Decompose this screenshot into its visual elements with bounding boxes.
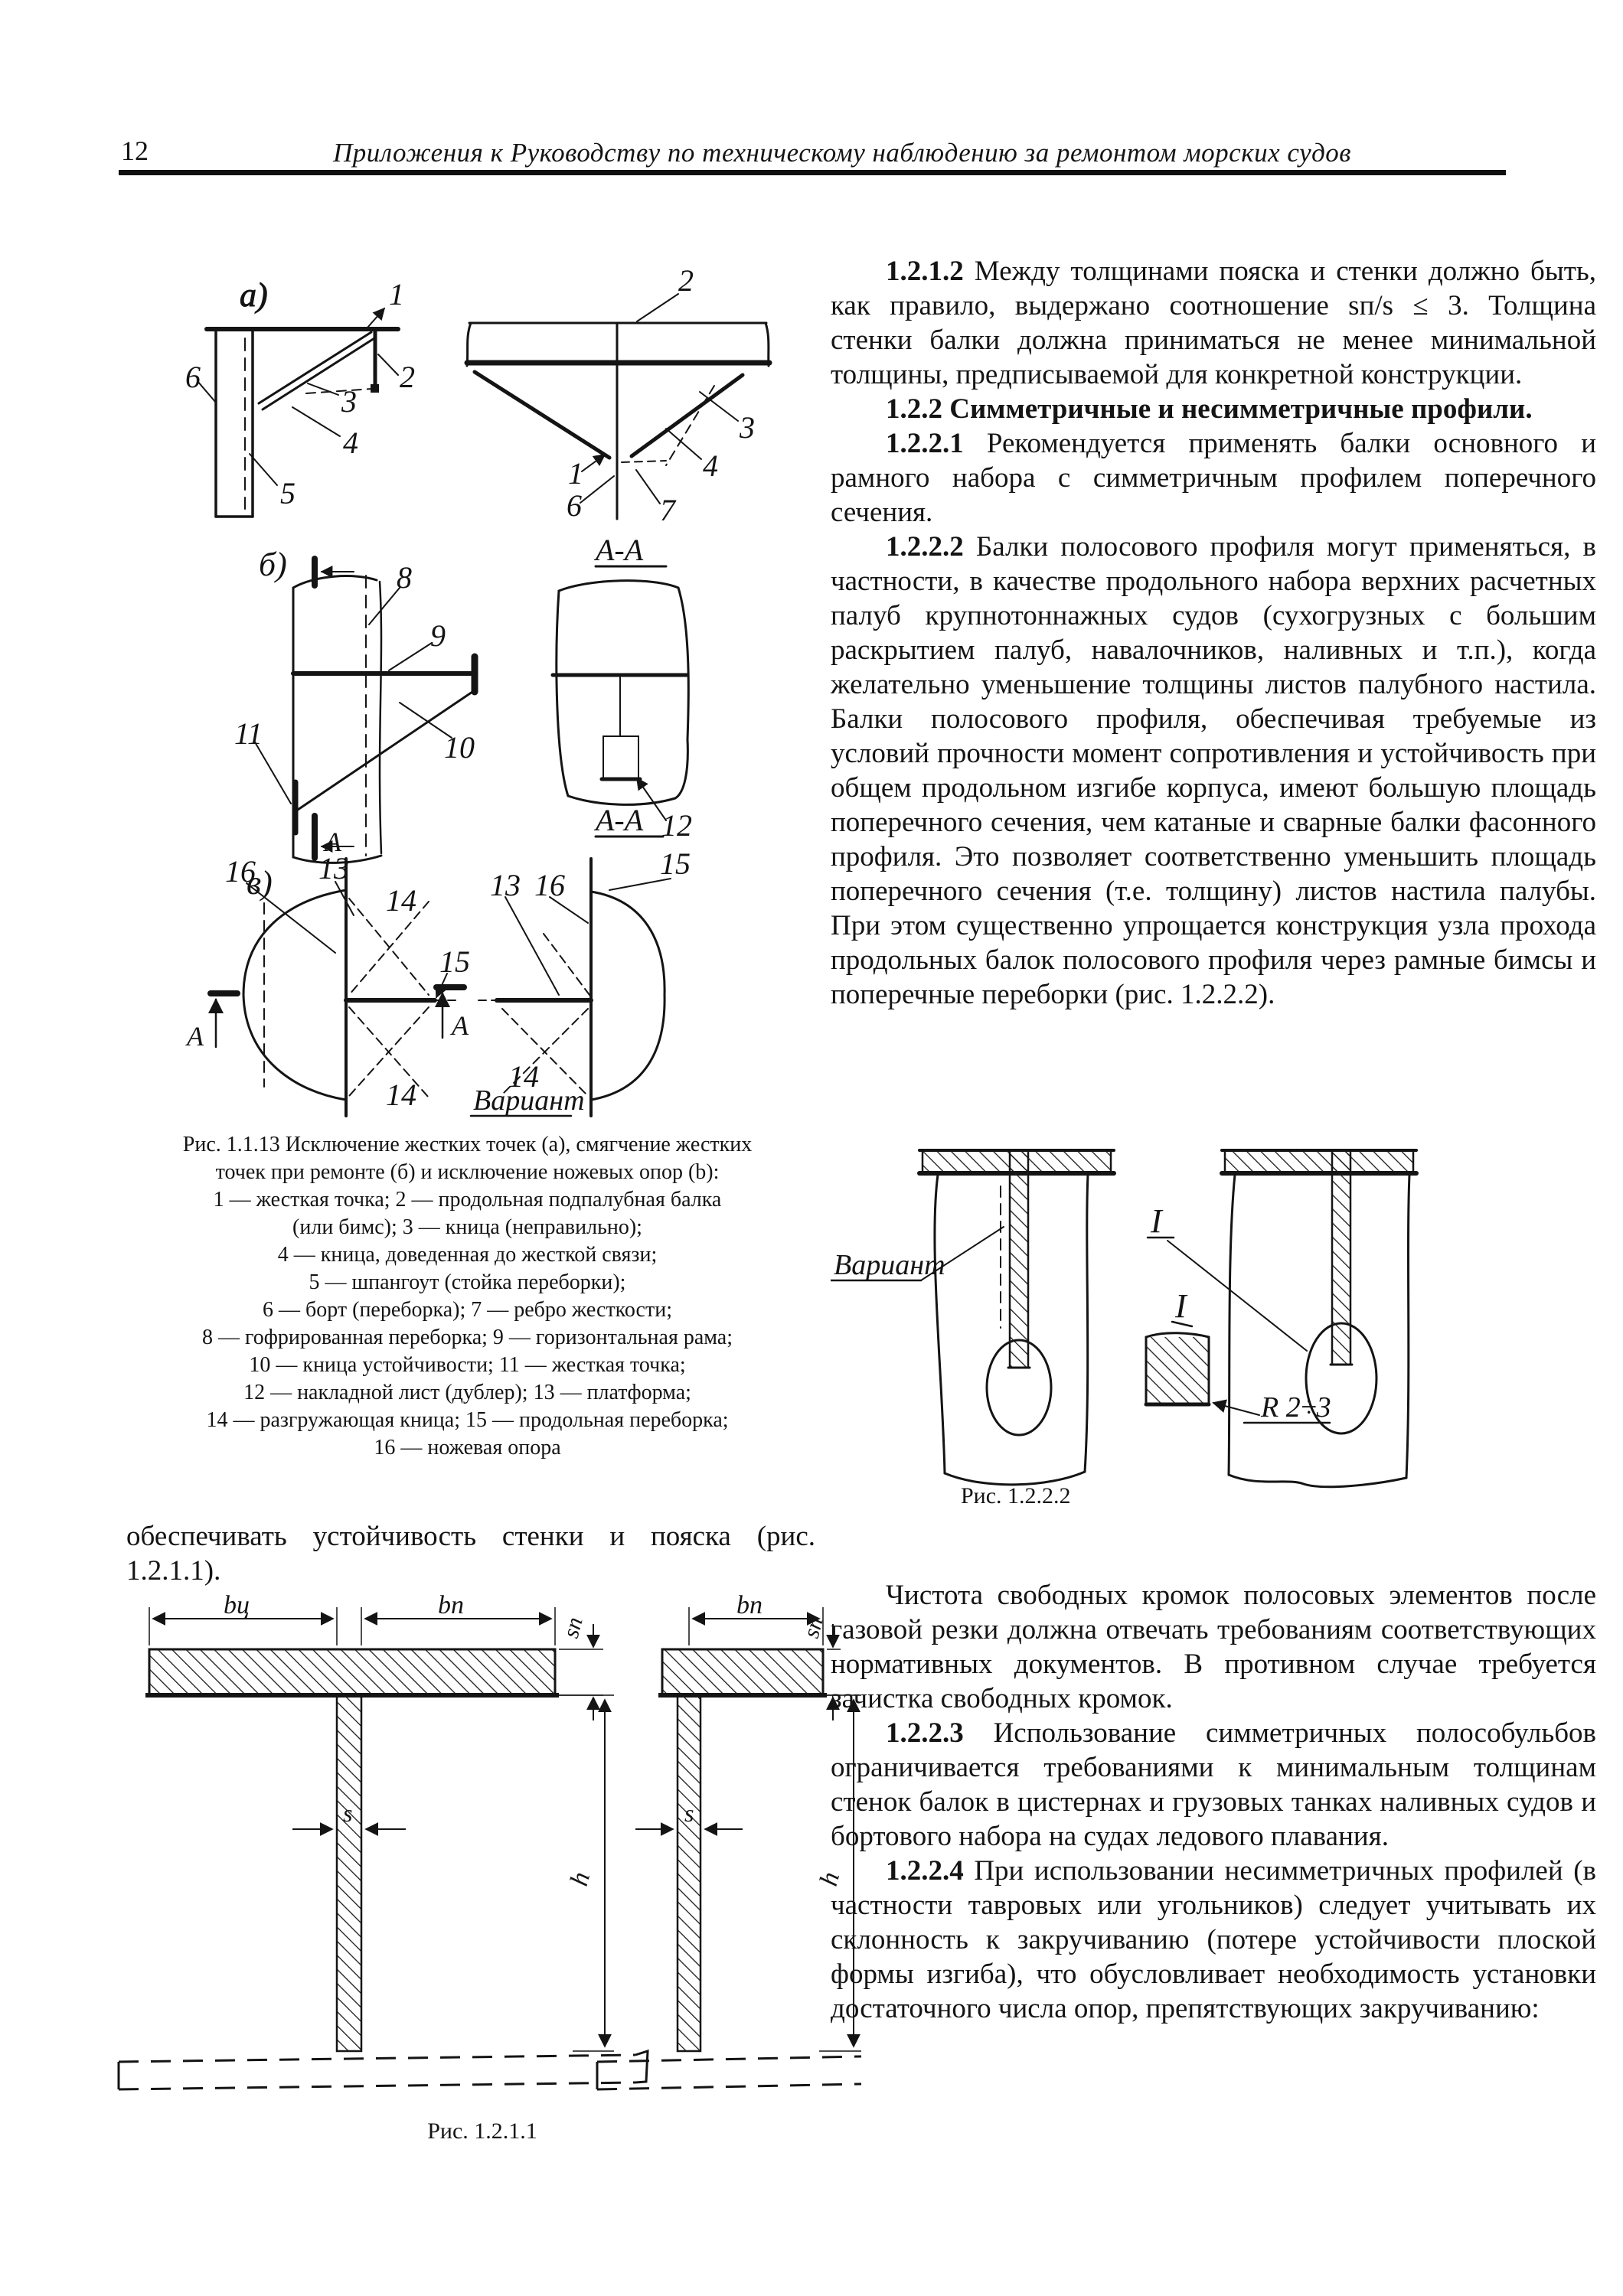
fig-label-12: 12 xyxy=(661,808,692,843)
fig-section-a-3: А xyxy=(452,1010,469,1041)
fig-detail-i-2: I xyxy=(1175,1287,1187,1325)
fig-label-1: 1 xyxy=(389,277,404,311)
dim-s-web-2: s xyxy=(684,1799,694,1827)
dim-s-flange-2: sп xyxy=(798,1614,828,1641)
figure-1-2-2-2-caption xyxy=(961,1483,1071,1509)
left-column-text xyxy=(126,1519,815,1588)
fig-label-4: 4 xyxy=(343,426,358,460)
fig-label-3: 3 xyxy=(341,384,357,419)
fig-label-14a: 14 xyxy=(386,883,416,918)
fig-radius-label: R 2÷3 xyxy=(1261,1391,1331,1424)
fig-label-7: 7 xyxy=(660,493,675,527)
caption-line: 5 — шпангоут (стойка переборки); xyxy=(309,1270,626,1294)
fig-detail-i-1: I xyxy=(1151,1202,1162,1240)
fig-label-11: 11 xyxy=(234,716,263,751)
figure-1-1-13 xyxy=(130,199,812,1125)
caption-line: Рис. 1.1.13 Исключение жестких точек (а), смягчение жестких xyxy=(182,1133,753,1156)
paragraph: обеспечивать устойчивость стенки и пояска (рис. 1.2.1.1). xyxy=(126,1521,815,1587)
paragraph-1-2-2-2: 1.2.2.2 Балки полосового профиля могут применяться, в частности, в качестве продольного набора верхних расчетных палуб крупнотоннажных судов (сухогрузных с большим раскрытием палуб, навалочников, наливных и т.п.), когда желательно уменьшение толщины листов палубного настила. Балки полосового профиля, обеспечивая требуемые из условий прочности момент сопротивления и устойчивость при общем продольном изгибе корпуса, имеют большую площадь поперечного сечения, чем катаные и сварные балки фасонного профиля. Это позволяет соответственно уменьшить площадь поперечного сечения (т.е. толщину) листов настила палубы. При этом существенно упрощается конструкция узла прохода продольных балок полосового профиля через рамные бимсы и поперечные переборки (рис. 1.2.2.2). xyxy=(831,531,1597,1010)
figure-1-2-2-2 xyxy=(831,1144,1596,1504)
right-column-text-1 xyxy=(831,254,1596,1012)
fig-label-13: 13 xyxy=(318,851,349,885)
dim-b-right-2: bп xyxy=(736,1592,763,1619)
fig-label-1b: 1 xyxy=(568,456,583,491)
fig-label-4b: 4 xyxy=(703,448,718,483)
caption-line: 1 — жесткая точка; 2 — продольная подпалубная балка xyxy=(213,1188,722,1212)
fig-variant-label-2: Вариант xyxy=(834,1249,945,1281)
caption-text: Рис. 1.2.2.2 xyxy=(961,1483,1071,1508)
fig-a-label: а) xyxy=(240,276,268,314)
fig-label-15b: 15 xyxy=(660,846,691,881)
fig-label-13b: 13 xyxy=(490,868,521,902)
fig-label-2: 2 xyxy=(400,360,415,394)
caption-line: 16 — ножевая опора xyxy=(374,1436,561,1459)
caption-line: 4 — кница, доведенная до жесткой связи; xyxy=(277,1243,658,1267)
fig-section-a-1: А xyxy=(325,827,341,857)
fig-v-label: в) xyxy=(247,864,273,902)
running-header: Приложения к Руководству по техническому наблюдению за ремонтом морских судов xyxy=(332,138,1351,168)
caption-line: 14 — разгружающая кница; 15 — продольная переборка; xyxy=(206,1408,729,1432)
dim-s-flange: sп xyxy=(557,1614,588,1641)
dim-h-2: h xyxy=(814,1869,846,1890)
caption-text: Рис. 1.2.1.1 xyxy=(427,2118,537,2144)
header-rule xyxy=(119,170,1506,175)
paragraph-free-edges: Чистота свободных кромок полосовых элементов после газовой резки должна отвечать требованиям соответствующих нормативных документов. В противном случае требуется зачистка свободных кромок. xyxy=(831,1580,1596,1714)
fig-label-16b: 16 xyxy=(534,868,565,902)
caption-line: 10 — кница устойчивости; 11 — жесткая точка; xyxy=(249,1353,686,1377)
page-number: 12 xyxy=(121,135,149,166)
fig-label-8: 8 xyxy=(397,560,412,595)
fig-label-6b: 6 xyxy=(567,488,582,523)
fig-label-10: 10 xyxy=(444,730,475,765)
figure-1-1-13-caption xyxy=(121,1131,814,1462)
dim-b-left: bц xyxy=(224,1592,250,1619)
right-column-text-2 xyxy=(831,1578,1596,2026)
paragraph-1-2-1-2: 1.2.1.2 Между толщинами пояска и стенки должно быть, как правило, выдержано соотношение sп/s ≤ 3. Толщина стенки балки должна приниматься не менее минимальной толщины, предписываемой для конкретной конструкции. xyxy=(831,256,1596,390)
fig-label-14b: 14 xyxy=(386,1078,416,1112)
figure-1-2-1-1-caption xyxy=(100,2118,865,2144)
dim-b-right: bп xyxy=(438,1592,464,1619)
fig-label-9: 9 xyxy=(430,618,446,653)
fig-b-label: б) xyxy=(259,546,287,583)
paragraph-1-2-2-4: 1.2.2.4 При использовании несимметричных профилей (в частности тавровых или угольников) следует учитывать их склонность к закручиванию (потере устойчивости плоской формы изгиба), что обусловливает необходимость установки достаточного числа опор, препятствующих закручиванию: xyxy=(831,1855,1597,2024)
fig-label-5: 5 xyxy=(280,476,296,510)
caption-line: 12 — накладной лист (дублер); 13 — платформа; xyxy=(243,1381,691,1404)
fig-section-aa-1: А-А xyxy=(596,533,644,567)
fig-label-6: 6 xyxy=(185,360,201,394)
fig-label-2b: 2 xyxy=(678,263,694,298)
caption-line: точек при ремонте (б) и исключение ножевых опор (b): xyxy=(215,1160,720,1184)
heading-1-2-2: 1.2.2 Симметричные и несимметричные профили. xyxy=(886,393,1533,425)
fig-label-14c: 14 xyxy=(508,1059,539,1094)
dim-h: h xyxy=(564,1869,596,1890)
paragraph-1-2-2-1: 1.2.2.1 Рекомендуется применять балки основного и рамного набора с симметричным профилем поперечного сечения. xyxy=(831,428,1597,528)
fig-label-3b: 3 xyxy=(740,410,755,445)
fig-section-a-2: А xyxy=(187,1021,204,1052)
figure-1-2-1-1 xyxy=(100,1592,865,2112)
caption-line: 6 — борт (переборка); 7 — ребро жесткости; xyxy=(263,1298,672,1322)
paragraph-1-2-2-3: 1.2.2.3 Использование симметричных полособульбов ограничивается требованиями к минимальным толщинам стенок балок в цистернах и грузовых танках наливных судов и бортового набора на судах ледового плавания. xyxy=(831,1717,1596,1852)
caption-line: (или бимс); 3 — кница (неправильно); xyxy=(292,1215,642,1239)
fig-section-aa-2: А-А xyxy=(596,803,644,837)
fig-variant-label: Вариант xyxy=(473,1084,585,1117)
caption-line: 8 — гофрированная переборка; 9 — горизонтальная рама; xyxy=(201,1326,733,1349)
fig-label-16: 16 xyxy=(225,854,256,889)
dim-s-web: s xyxy=(343,1799,353,1827)
fig-label-15: 15 xyxy=(439,944,470,979)
